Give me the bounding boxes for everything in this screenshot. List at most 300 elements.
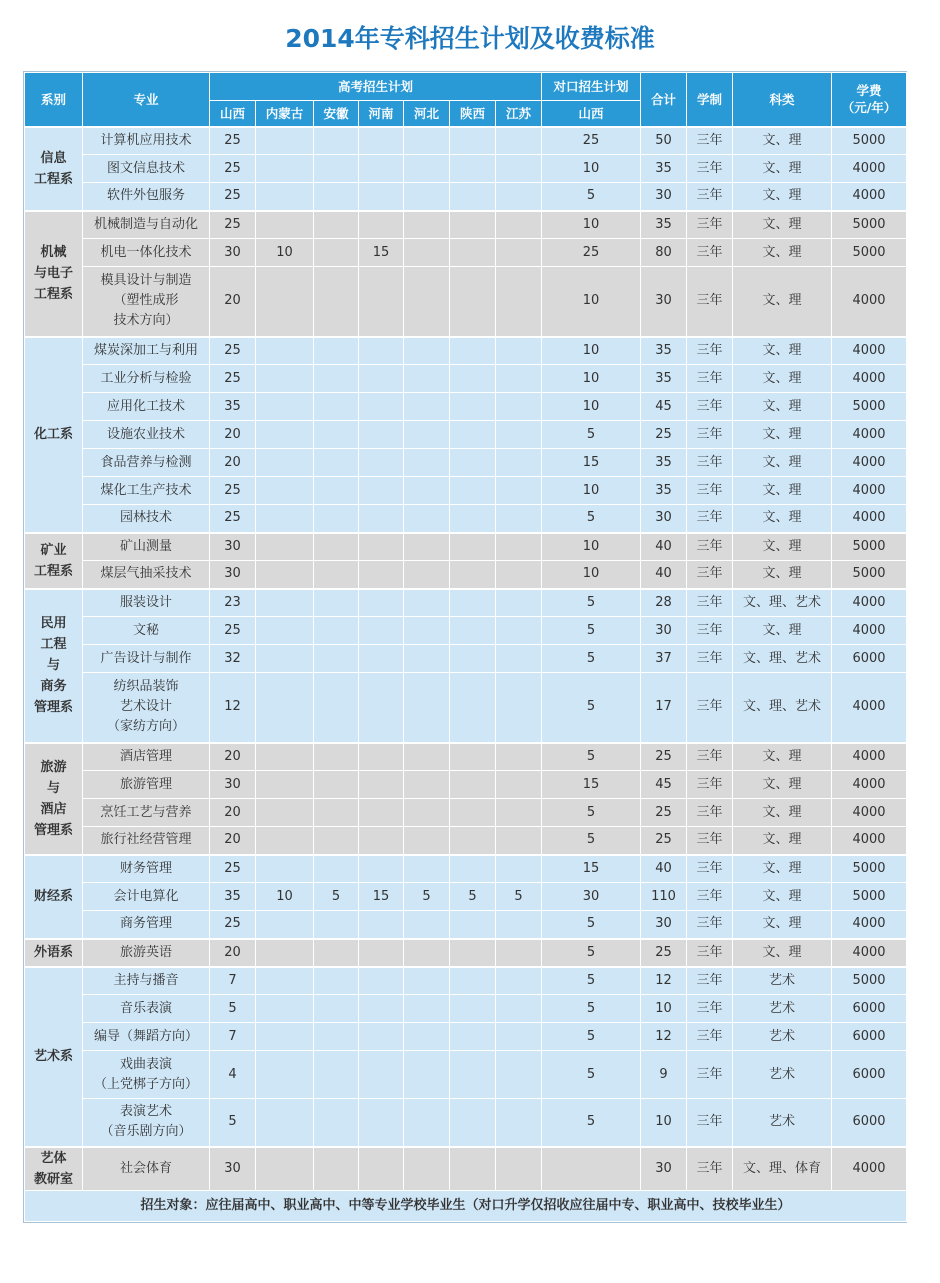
major-cell [83,365,210,393]
gaokao-hebei-cell [404,827,450,855]
gaokao-jiangsu-cell [496,239,542,267]
gaokao-anhui-cell [314,155,359,183]
category-cell: 文、理 [733,127,832,155]
page-title: 2014年专科招生计划及收费标准 [285,24,655,53]
gaokao-henan-cell [359,267,404,337]
table-header [25,73,907,127]
duikou-shanxi-cell: 5 [542,799,641,827]
gaokao-shaanxi-cell [450,1147,496,1191]
duration-cell: 三年 [687,673,733,743]
major-name-line: 计算机应用技术 [100,132,192,148]
header-gaokao-henan: 河南 [359,101,404,127]
gaokao-shaanxi-cell [450,967,496,995]
total-cell: 40 [641,855,687,883]
gaokao-hebei-cell [404,127,450,155]
gaokao-henan-cell [359,911,404,939]
major-cell [83,911,210,939]
gaokao-neimenggu-cell [256,967,314,995]
gaokao-jiangsu-cell [496,673,542,743]
duikou-shanxi-cell: 25 [542,239,641,267]
gaokao-anhui-cell [314,477,359,505]
gaokao-jiangsu-cell [496,183,542,211]
gaokao-anhui-cell [314,365,359,393]
fee-cell: 4000 [832,617,907,645]
major-name-line: 煤层气抽采技术 [100,566,192,582]
fee-cell: 4000 [832,421,907,449]
duration-cell: 三年 [687,855,733,883]
department-name-line: 商务 [40,679,67,694]
gaokao-shanxi-cell: 25 [210,477,256,505]
major-cell [83,855,210,883]
table-row [25,127,907,155]
total-cell: 10 [641,995,687,1023]
category-cell: 艺术 [733,1099,832,1147]
gaokao-neimenggu-cell [256,155,314,183]
gaokao-shanxi-cell: 20 [210,827,256,855]
category-cell: 文、理、艺术 [733,673,832,743]
gaokao-hebei-cell [404,337,450,365]
gaokao-jiangsu-cell [496,505,542,533]
header-dept: 系别 [25,73,83,127]
department-cell [25,337,83,533]
fee-cell: 5000 [832,533,907,561]
major-name-line: 财务管理 [119,860,172,876]
table-row [25,449,907,477]
gaokao-henan-cell [359,505,404,533]
gaokao-hebei-cell: 5 [404,883,450,911]
table-row [25,505,907,533]
total-cell: 12 [641,967,687,995]
gaokao-neimenggu-cell [256,211,314,239]
gaokao-neimenggu-cell [256,673,314,743]
gaokao-neimenggu-cell [256,827,314,855]
gaokao-shanxi-cell: 25 [210,183,256,211]
gaokao-henan-cell [359,211,404,239]
gaokao-henan-cell [359,477,404,505]
table-row [25,883,907,911]
gaokao-anhui-cell [314,337,359,365]
major-name-line: 文秘 [132,622,159,638]
gaokao-shanxi-cell: 20 [210,799,256,827]
duikou-shanxi-cell: 5 [542,505,641,533]
duration-cell: 三年 [687,1051,733,1099]
category-cell: 文、理 [733,449,832,477]
category-cell: 文、理 [733,771,832,799]
category-cell: 文、理 [733,561,832,589]
gaokao-shaanxi-cell [450,673,496,743]
gaokao-neimenggu-cell [256,771,314,799]
gaokao-anhui-cell [314,1023,359,1051]
category-cell: 文、理 [733,239,832,267]
gaokao-neimenggu-cell [256,365,314,393]
major-cell [83,183,210,211]
gaokao-jiangsu-cell [496,967,542,995]
gaokao-hebei-cell [404,1147,450,1191]
gaokao-henan-cell [359,449,404,477]
gaokao-shaanxi-cell: 5 [450,883,496,911]
gaokao-shanxi-cell: 7 [210,1023,256,1051]
major-name-line: 园林技术 [119,510,172,526]
category-cell: 文、理 [733,421,832,449]
duration-cell: 三年 [687,421,733,449]
gaokao-jiangsu-cell [496,477,542,505]
gaokao-jiangsu-cell [496,995,542,1023]
total-cell: 25 [641,827,687,855]
duikou-shanxi-cell: 15 [542,449,641,477]
header-major: 专业 [83,73,210,127]
category-cell: 文、理 [733,183,832,211]
gaokao-hebei-cell [404,911,450,939]
total-cell: 28 [641,589,687,617]
major-cell [83,1051,210,1099]
gaokao-anhui-cell [314,743,359,771]
major-name-line: 广告设计与制作 [100,650,192,666]
category-cell: 艺术 [733,967,832,995]
department-name-line: 管理系 [33,700,73,715]
major-name-line: 技术方向） [113,313,179,329]
fee-cell: 6000 [832,645,907,673]
gaokao-neimenggu-cell [256,743,314,771]
gaokao-shaanxi-cell [450,127,496,155]
table-row [25,589,907,617]
major-cell [83,967,210,995]
gaokao-jiangsu-cell [496,743,542,771]
major-name-line: （上党梆子方向） [93,1076,198,1092]
gaokao-shaanxi-cell [450,589,496,617]
gaokao-shaanxi-cell [450,365,496,393]
gaokao-hebei-cell [404,673,450,743]
major-cell [83,449,210,477]
duration-cell: 三年 [687,589,733,617]
department-name-line: 化工系 [33,427,73,442]
table-row [25,771,907,799]
gaokao-hebei-cell [404,1051,450,1099]
duikou-shanxi-cell: 10 [542,533,641,561]
gaokao-shaanxi-cell [450,827,496,855]
duration-cell: 三年 [687,883,733,911]
major-cell [83,533,210,561]
table-row [25,967,907,995]
duration-cell: 三年 [687,561,733,589]
total-cell: 17 [641,673,687,743]
gaokao-anhui-cell [314,1099,359,1147]
gaokao-hebei-cell [404,477,450,505]
gaokao-henan-cell [359,995,404,1023]
duration-cell: 三年 [687,939,733,967]
table-footer [25,1190,907,1221]
gaokao-neimenggu-cell [256,449,314,477]
gaokao-hebei-cell [404,393,450,421]
gaokao-shaanxi-cell [450,183,496,211]
table-row [25,393,907,421]
major-name-line: 设施农业技术 [106,426,185,442]
major-name-line: 机电一体化技术 [100,244,192,260]
major-cell [83,155,210,183]
gaokao-hebei-cell [404,995,450,1023]
major-cell [83,1147,210,1191]
gaokao-anhui-cell [314,393,359,421]
table-row [25,1099,907,1147]
fee-cell: 4000 [832,267,907,337]
major-name-line: 煤化工生产技术 [100,482,192,498]
department-name-line: 教研室 [33,1171,73,1187]
gaokao-shaanxi-cell [450,799,496,827]
table-row [25,855,907,883]
gaokao-neimenggu-cell [256,799,314,827]
duration-cell: 三年 [687,267,733,337]
category-cell: 文、理 [733,337,832,365]
department-name-line: 外语系 [33,945,73,960]
department-name-line: 信息 [40,150,67,166]
major-name-line: 纺织品装饰 [113,679,179,695]
gaokao-jiangsu-cell [496,1023,542,1051]
gaokao-shanxi-cell: 5 [210,1099,256,1147]
duration-cell: 三年 [687,449,733,477]
gaokao-hebei-cell [404,939,450,967]
major-cell [83,211,210,239]
gaokao-henan-cell: 15 [359,883,404,911]
gaokao-jiangsu-cell [496,855,542,883]
gaokao-henan-cell [359,939,404,967]
gaokao-shanxi-cell: 5 [210,995,256,1023]
major-name-line: 旅游管理 [119,776,172,792]
department-name-line: 管理系 [33,822,73,838]
header-fee-unit: （元/年） [841,100,897,116]
duikou-shanxi-cell: 10 [542,393,641,421]
gaokao-neimenggu-cell [256,421,314,449]
total-cell: 45 [641,393,687,421]
total-cell: 25 [641,939,687,967]
gaokao-hebei-cell [404,589,450,617]
major-name-line: 艺术设计 [119,699,172,715]
duikou-shanxi-cell: 10 [542,267,641,337]
fee-cell: 4000 [832,1147,907,1191]
department-cell [25,589,83,743]
gaokao-anhui-cell [314,533,359,561]
gaokao-henan-cell [359,589,404,617]
gaokao-neimenggu-cell [256,645,314,673]
total-cell: 25 [641,421,687,449]
major-name-line: （家纺方向） [106,719,185,735]
gaokao-shaanxi-cell [450,771,496,799]
gaokao-hebei-cell [404,617,450,645]
duration-cell: 三年 [687,337,733,365]
total-cell: 35 [641,449,687,477]
fee-cell: 4000 [832,505,907,533]
fee-cell: 4000 [832,589,907,617]
major-name-line: 主持与播音 [113,972,179,988]
gaokao-shaanxi-cell [450,505,496,533]
fee-cell: 4000 [832,827,907,855]
gaokao-anhui-cell [314,995,359,1023]
gaokao-shanxi-cell: 30 [210,533,256,561]
table-row [25,743,907,771]
gaokao-hebei-cell [404,421,450,449]
gaokao-shaanxi-cell [450,1099,496,1147]
fee-cell: 6000 [832,1051,907,1099]
gaokao-shanxi-cell: 30 [210,771,256,799]
major-name-line: 图文信息技术 [106,160,185,176]
department-name-line: 机械 [40,245,67,260]
duikou-shanxi-cell: 5 [542,645,641,673]
major-name-line: 服装设计 [119,594,172,610]
gaokao-anhui-cell [314,967,359,995]
category-cell: 文、理 [733,155,832,183]
gaokao-hebei-cell [404,771,450,799]
department-cell [25,127,83,211]
gaokao-hebei-cell [404,561,450,589]
fee-cell: 5000 [832,967,907,995]
table-row [25,1051,907,1099]
gaokao-jiangsu-cell [496,645,542,673]
gaokao-henan-cell [359,1147,404,1191]
category-cell: 文、理 [733,799,832,827]
total-cell: 37 [641,645,687,673]
department-name-line: 民用 [40,616,67,631]
gaokao-hebei-cell [404,967,450,995]
fee-cell: 4000 [832,449,907,477]
department-cell [25,1147,83,1191]
gaokao-anhui-cell [314,589,359,617]
fee-cell: 4000 [832,673,907,743]
major-cell [83,743,210,771]
major-cell [83,939,210,967]
gaokao-henan-cell [359,365,404,393]
gaokao-shanxi-cell: 7 [210,967,256,995]
major-cell [83,239,210,267]
duration-cell: 三年 [687,393,733,421]
total-cell: 40 [641,561,687,589]
enrollment-table [24,72,907,1222]
gaokao-henan-cell [359,1051,404,1099]
major-cell [83,393,210,421]
gaokao-hebei-cell [404,211,450,239]
department-cell [25,939,83,967]
gaokao-hebei-cell [404,267,450,337]
gaokao-anhui-cell [314,911,359,939]
gaokao-henan-cell: 15 [359,239,404,267]
duration-cell: 三年 [687,995,733,1023]
major-name-line: 编导（舞蹈方向） [93,1028,198,1044]
gaokao-henan-cell [359,617,404,645]
gaokao-shaanxi-cell [450,533,496,561]
fee-cell: 4000 [832,939,907,967]
gaokao-shaanxi-cell [450,1023,496,1051]
gaokao-shaanxi-cell [450,617,496,645]
table-row [25,939,907,967]
gaokao-jiangsu-cell [496,617,542,645]
gaokao-shanxi-cell: 30 [210,561,256,589]
category-cell: 文、理 [733,267,832,337]
header-total: 合计 [641,73,687,127]
gaokao-jiangsu-cell [496,939,542,967]
gaokao-shaanxi-cell [450,337,496,365]
duikou-shanxi-cell: 5 [542,967,641,995]
table-row [25,799,907,827]
gaokao-jiangsu-cell [496,267,542,337]
category-cell: 文、理 [733,477,832,505]
fee-cell: 5000 [832,855,907,883]
duikou-shanxi-cell: 30 [542,883,641,911]
gaokao-henan-cell [359,743,404,771]
gaokao-henan-cell [359,561,404,589]
table-row [25,421,907,449]
gaokao-shanxi-cell: 25 [210,911,256,939]
duikou-shanxi-cell: 5 [542,939,641,967]
gaokao-shanxi-cell: 20 [210,743,256,771]
gaokao-neimenggu-cell [256,127,314,155]
gaokao-henan-cell [359,155,404,183]
category-cell: 文、理 [733,393,832,421]
gaokao-hebei-cell [404,505,450,533]
gaokao-neimenggu-cell [256,1147,314,1191]
table-row [25,827,907,855]
duikou-shanxi-cell: 10 [542,337,641,365]
major-name-line: 应用化工技术 [106,398,185,414]
gaokao-jiangsu-cell [496,449,542,477]
gaokao-jiangsu-cell [496,1147,542,1191]
gaokao-shanxi-cell: 25 [210,365,256,393]
category-cell: 文、理、体育 [733,1147,832,1191]
gaokao-hebei-cell [404,155,450,183]
category-cell: 文、理 [733,939,832,967]
gaokao-neimenggu-cell: 10 [256,239,314,267]
header-duikou-shanxi: 山西 [542,101,641,127]
duikou-shanxi-cell: 5 [542,183,641,211]
gaokao-shaanxi-cell [450,561,496,589]
major-name-line: 酒店管理 [119,748,172,764]
duration-cell: 三年 [687,1099,733,1147]
gaokao-shaanxi-cell [450,1051,496,1099]
gaokao-neimenggu-cell [256,1023,314,1051]
gaokao-anhui-cell [314,267,359,337]
total-cell: 35 [641,365,687,393]
gaokao-neimenggu-cell [256,617,314,645]
gaokao-hebei-cell [404,855,450,883]
duration-cell: 三年 [687,645,733,673]
gaokao-hebei-cell [404,1023,450,1051]
category-cell: 文、理 [733,533,832,561]
gaokao-jiangsu-cell: 5 [496,883,542,911]
fee-cell: 5000 [832,883,907,911]
total-cell: 50 [641,127,687,155]
gaokao-anhui-cell [314,645,359,673]
gaokao-jiangsu-cell [496,127,542,155]
header-gaokao-neimenggu: 内蒙古 [256,101,314,127]
duration-cell: 三年 [687,183,733,211]
gaokao-shanxi-cell: 25 [210,127,256,155]
major-cell [83,673,210,743]
table-row [25,155,907,183]
gaokao-shaanxi-cell [450,449,496,477]
duration-cell: 三年 [687,799,733,827]
category-cell: 文、理 [733,211,832,239]
fee-cell: 5000 [832,127,907,155]
table-row [25,239,907,267]
header-category: 科类 [733,73,832,127]
major-cell [83,617,210,645]
total-cell: 110 [641,883,687,911]
gaokao-anhui-cell [314,673,359,743]
gaokao-henan-cell [359,673,404,743]
gaokao-shanxi-cell: 35 [210,883,256,911]
duration-cell: 三年 [687,477,733,505]
gaokao-shanxi-cell: 30 [210,239,256,267]
gaokao-shaanxi-cell [450,421,496,449]
gaokao-neimenggu-cell [256,855,314,883]
fee-cell: 4000 [832,743,907,771]
footer-row [25,1190,907,1221]
